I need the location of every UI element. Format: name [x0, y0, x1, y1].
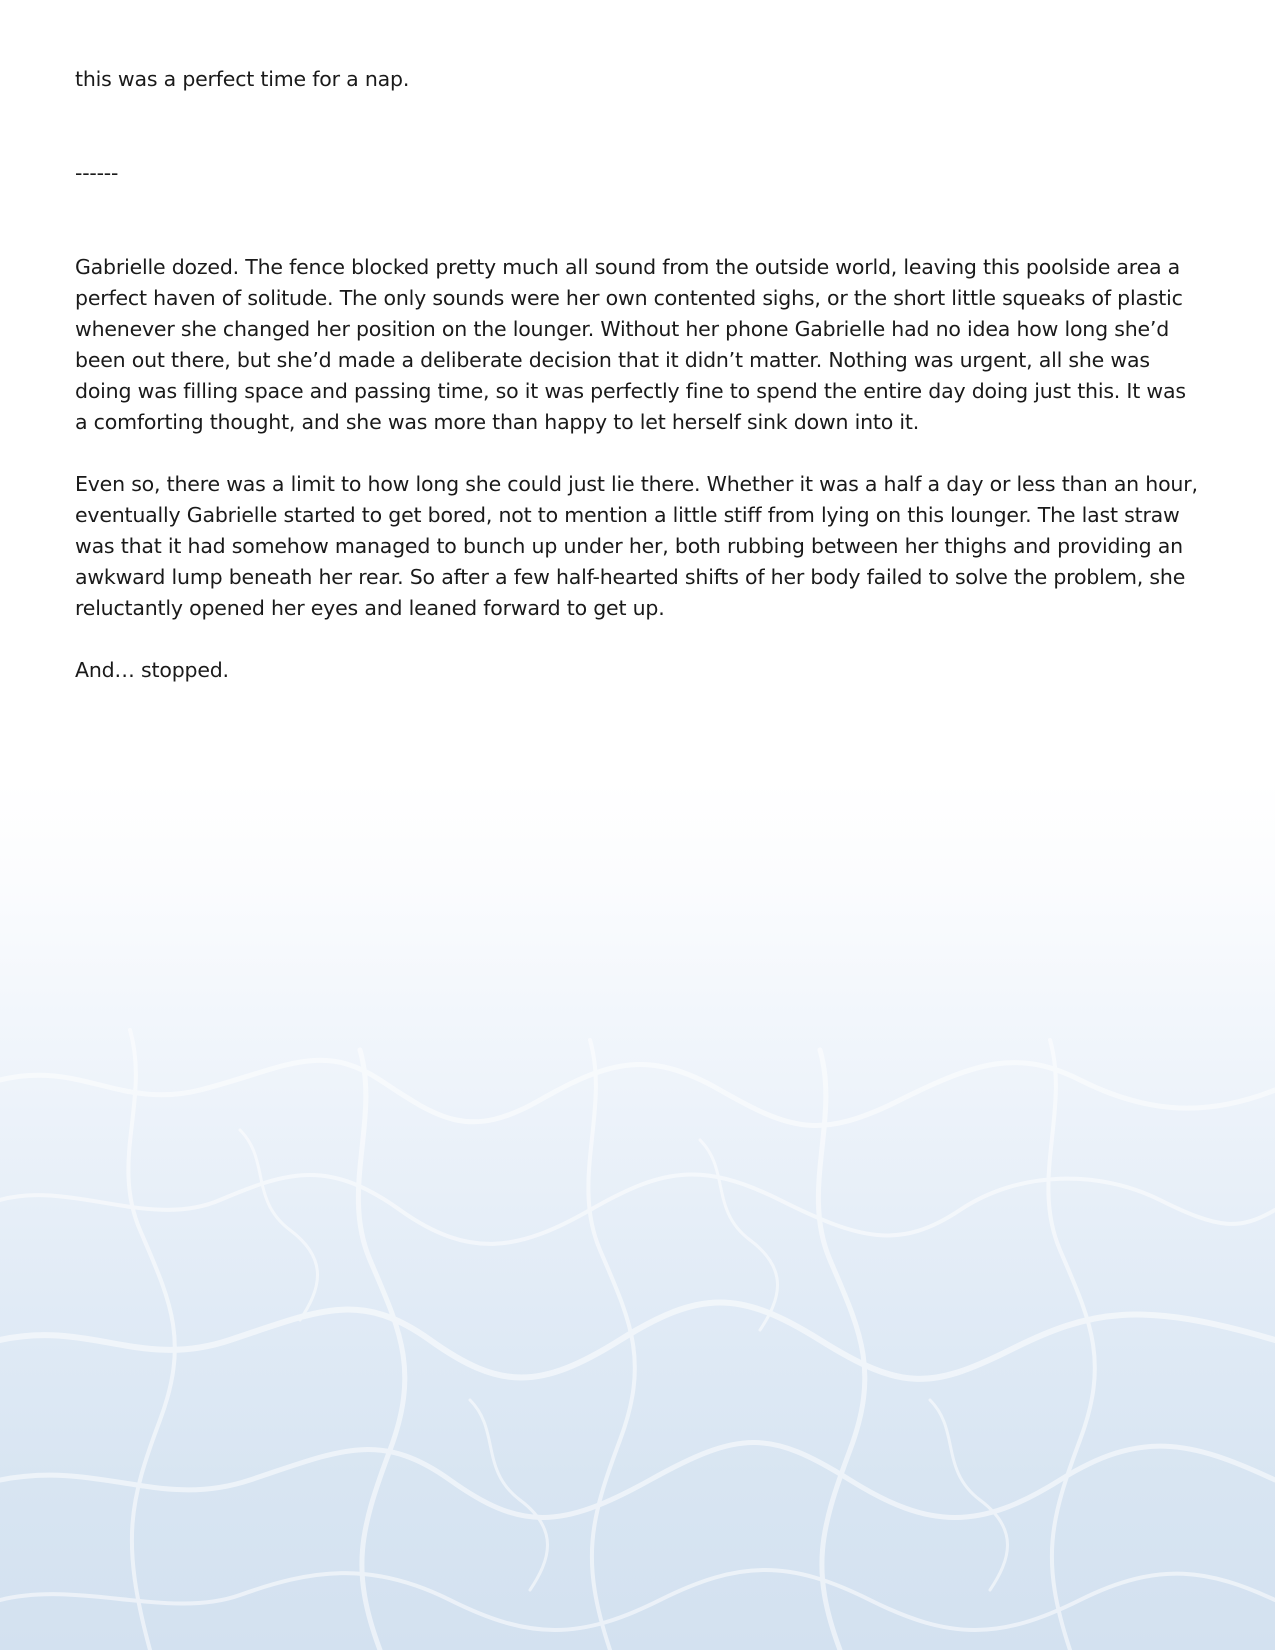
- pool-water-background: [0, 780, 1275, 1650]
- paragraph: Gabrielle dozed. The fence blocked pretty much all sound from the outside world, leaving this poolside area a perfect haven of solitude. The only sounds were her own contented sighs, or the short little squeaks of plastic whenever she changed her position on the lounger. Without her phone Gabrielle had no idea how long she’d been out there, but she’d made a deliberate decision that it didn’t matter. Nothing was urgent, all she was doing was filling space and passing time, so it was perfectly fine to spend the entire day doing just this. It was a comforting thought, and she was more than happy to let herself sink down into it.: [75, 255, 1186, 434]
- paragraph: Even so, there was a limit to how long she could just lie there. Whether it was a half a day or less than an hour, eventually Gabrielle started to get bored, not to mention a little stiff from lying on this lounger. The last straw was that it had somehow managed to bunch up under her, both rubbing between her thighs and providing an awkward lump beneath her rear. So after a few half-hearted shifts of her body failed to solve the problem, she reluctantly opened her eyes and leaned forward to get up.: [75, 472, 1198, 620]
- story-text: [75, 64, 1200, 686]
- paragraph: And… stopped.: [75, 658, 229, 682]
- lead-line: this was a perfect time for a nap.: [75, 67, 410, 91]
- scene-separator: ------: [75, 161, 119, 185]
